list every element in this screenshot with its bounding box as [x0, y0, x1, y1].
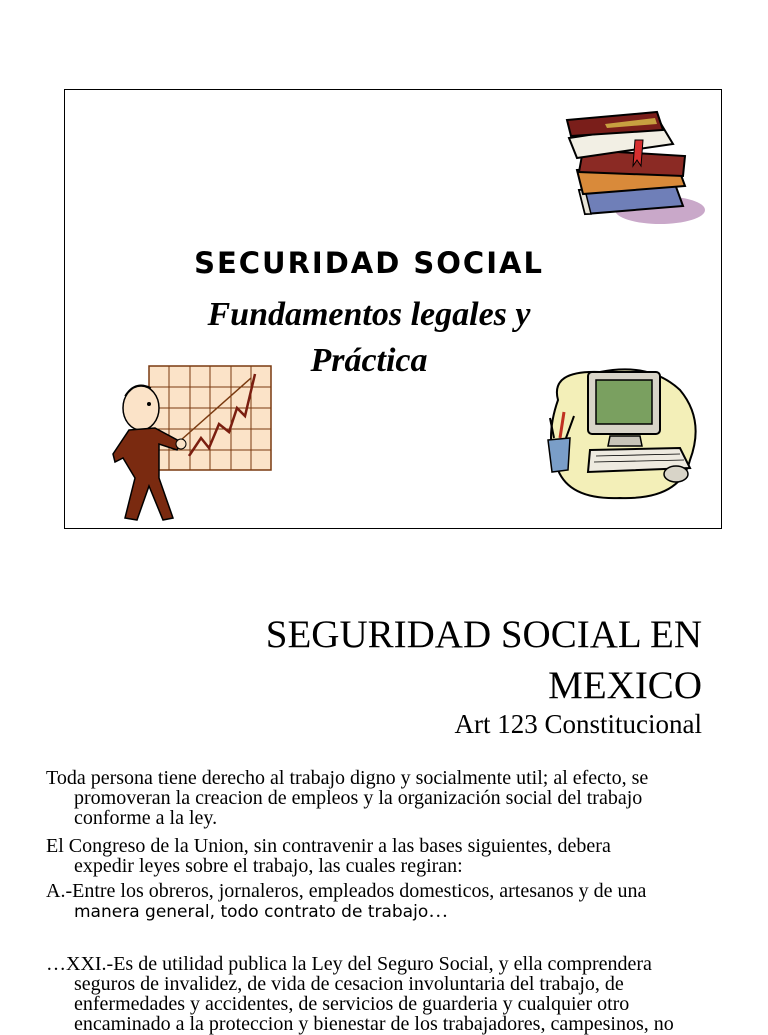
paragraph-line: enfermedades y accidentes, de servicios de guarderia y cualquier otro — [74, 993, 630, 1015]
paragraph-line: seguros de invalidez, de vida de cesacion involuntaria del trabajo, de — [74, 973, 624, 995]
paragraph-line: conforme a la ley. — [74, 807, 218, 829]
paragraph-line: El Congreso de la Union, sin contravenir a las bases siguientes, debera — [46, 835, 611, 857]
paragraph-line-sans: manera general, todo contrato de trabajo — [74, 902, 429, 922]
subtitle-line-2: Práctica — [310, 342, 428, 379]
heading-line-2: MEXICO — [548, 664, 702, 707]
paragraph-line: promoveran la creacion de empleos y la organización social del trabajo — [74, 787, 643, 809]
computer-icon — [530, 360, 705, 505]
heading-line-1: SEGURIDAD SOCIAL EN — [265, 613, 702, 656]
slide-title: SECURIDAD SOCIAL — [194, 246, 544, 280]
paragraph-line-tail: … — [428, 900, 449, 922]
paragraph-line: expedir leyes sobre el trabajo, las cuales regiran: — [74, 855, 463, 877]
subheading: Art 123 Constitucional — [454, 709, 702, 739]
title-slide — [64, 89, 722, 529]
paragraph-3 — [46, 881, 726, 922]
paragraph-2 — [46, 836, 726, 876]
paragraph-1 — [46, 768, 726, 828]
paragraph-line — [46, 901, 726, 922]
chart-man-icon — [111, 358, 281, 528]
paragraph-line: encaminado a la proteccion y bienestar de los trabajadores, campesinos, no — [74, 1013, 674, 1035]
paragraph-line: A.-Entre los obreros, jornaleros, empleados domesticos, artesanos y de una — [46, 880, 647, 902]
subtitle-line-1: Fundamentos legales y — [207, 296, 531, 333]
paragraph-4 — [46, 954, 726, 1034]
paragraph-line: Toda persona tiene derecho al trabajo digno y socialmente util; al efecto, se — [46, 767, 649, 789]
paragraph-line: …XXI.-Es de utilidad publica la Ley del Seguro Social, y ella comprendera — [46, 953, 652, 975]
books-icon — [565, 110, 710, 235]
